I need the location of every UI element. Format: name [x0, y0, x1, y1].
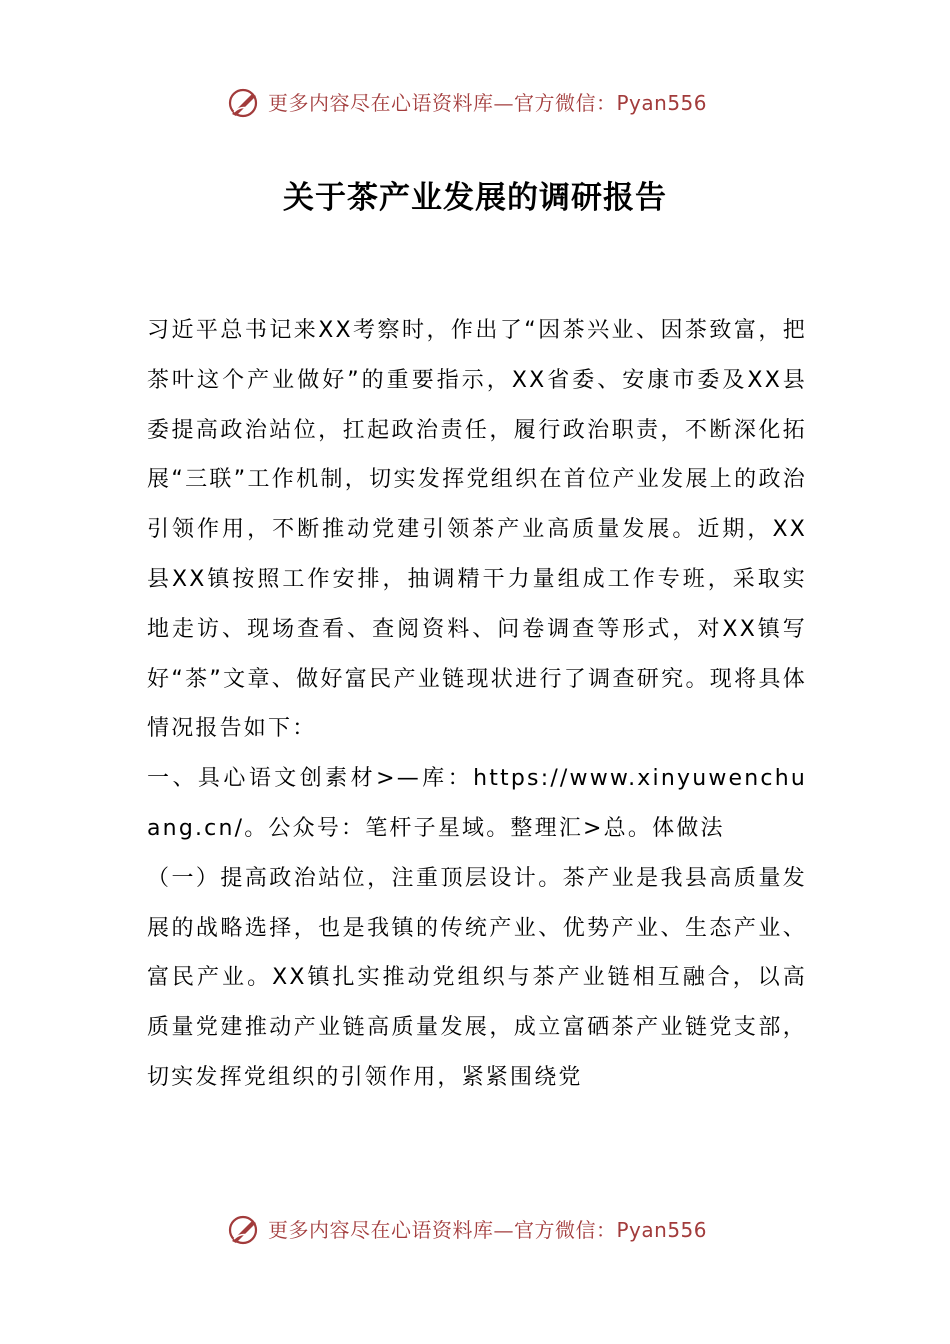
- banner-main-text: 更多内容尽在心语资料库—官方微信：: [268, 91, 617, 115]
- paragraph-section-1: （一）提高政治站位，注重顶层设计。茶产业是我县高质量发展的战略选择，也是我镇的传统产业、优势产业、生态产业、富民产业。XX镇扎实推动党组织与茶产业链相互融合，以高质量党建推动产业链高质量发展，成立富硒茶产业链党支部，切实发挥党组织的引领作用，紧紧围绕党: [147, 865, 807, 1090]
- wechat-id: Pyan556: [616, 1218, 708, 1242]
- footer-banner: [0, 1210, 950, 1250]
- document-body: [147, 306, 807, 1103]
- banner-text: [268, 90, 707, 116]
- banner-main-text: 更多内容尽在心语资料库—官方微信：: [268, 1218, 617, 1242]
- paragraph-section-heading: 一、具心语文创素材>—库：https://www.xinyuwenchuang.cn/。公众号：笔杆子星域。整理汇>总。体做法: [147, 766, 807, 841]
- pen-circle-logo-icon: [226, 1213, 262, 1247]
- wechat-id: Pyan556: [616, 91, 708, 115]
- page-title: 关于茶产业发展的调研报告: [283, 180, 667, 216]
- paragraph-intro: 习近平总书记来XX考察时，作出了“因茶兴业、因茶致富，把茶叶这个产业做好”的重要指示，XX省委、安康市委及XX县委提高政治站位，扛起政治责任，履行政治职责，不断深化拓展“三联”工作机制，切实发挥党组织在首位产业发展上的政治引领作用，不断推动党建引领茶产业高质量发展。近期，XX县XX镇按照工作安排，抽调精干力量组成工作专班，采取实地走访、现场查看、查阅资料、问卷调查等形式，对XX镇写好“茶”文章、做好富民产业链现状进行了调查研究。现将具体情况报告如下：: [147, 318, 807, 742]
- banner-text: [268, 1217, 707, 1243]
- pen-circle-logo-icon: [226, 86, 262, 120]
- header-banner: [0, 83, 950, 123]
